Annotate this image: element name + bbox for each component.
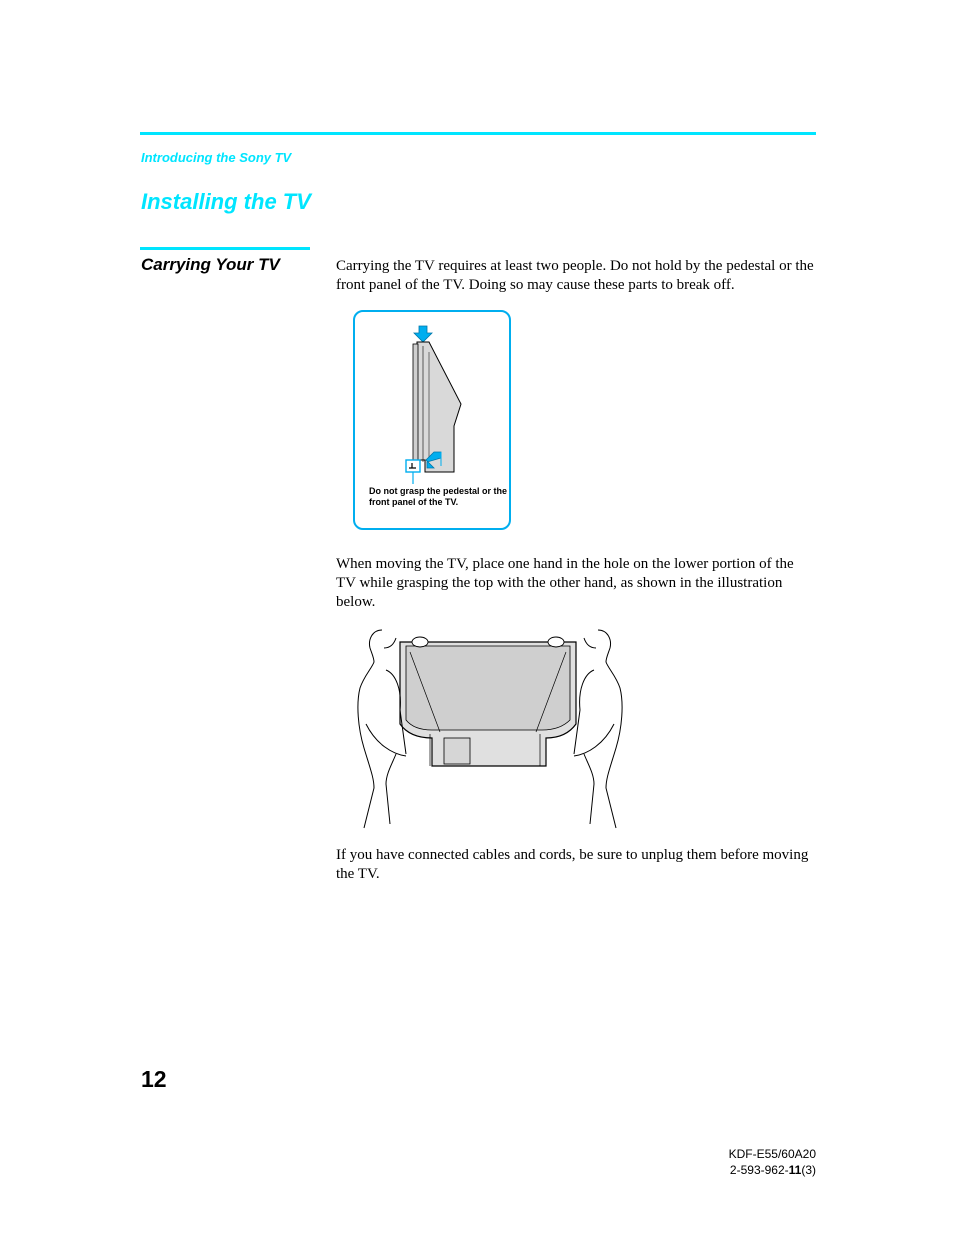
model-number: KDF-E55/60A20: [728, 1147, 816, 1161]
part-number: [729, 1162, 816, 1178]
page-title: Installing the TV: [141, 189, 311, 214]
down-arrow-icon: [414, 326, 432, 342]
part-number-prefix: 2-593-962-: [729, 1163, 789, 1177]
breadcrumb: Introducing the Sony TV: [141, 150, 292, 165]
section-rule: [140, 247, 310, 250]
figure-caption: Do not grasp the pedestal or the front panel of the TV.: [369, 486, 508, 507]
paragraph-carrying-warning: Carrying the TV requires at least two people. Do not hold by the pedestal or the front panel of the TV. Doing so may cause these parts to break off.: [336, 258, 814, 293]
header-rule: [140, 132, 816, 135]
section-title: Carrying Your TV: [141, 255, 280, 274]
carrying-tv-illustration: [350, 624, 630, 830]
document-code: [729, 1146, 816, 1178]
paragraph-unplug-cables: If you have connected cables and cords, be sure to unplug them before moving the TV.: [336, 847, 809, 882]
part-number-suffix: (3): [801, 1163, 816, 1177]
page-number: 12: [141, 1066, 167, 1092]
side-view-figure: [353, 310, 511, 530]
paragraph-moving-instructions: When moving the TV, place one hand in the hole on the lower portion of the TV while grasping the top with the other hand, as shown in the illustration below.: [336, 556, 794, 610]
part-number-bold: 11: [788, 1163, 802, 1177]
